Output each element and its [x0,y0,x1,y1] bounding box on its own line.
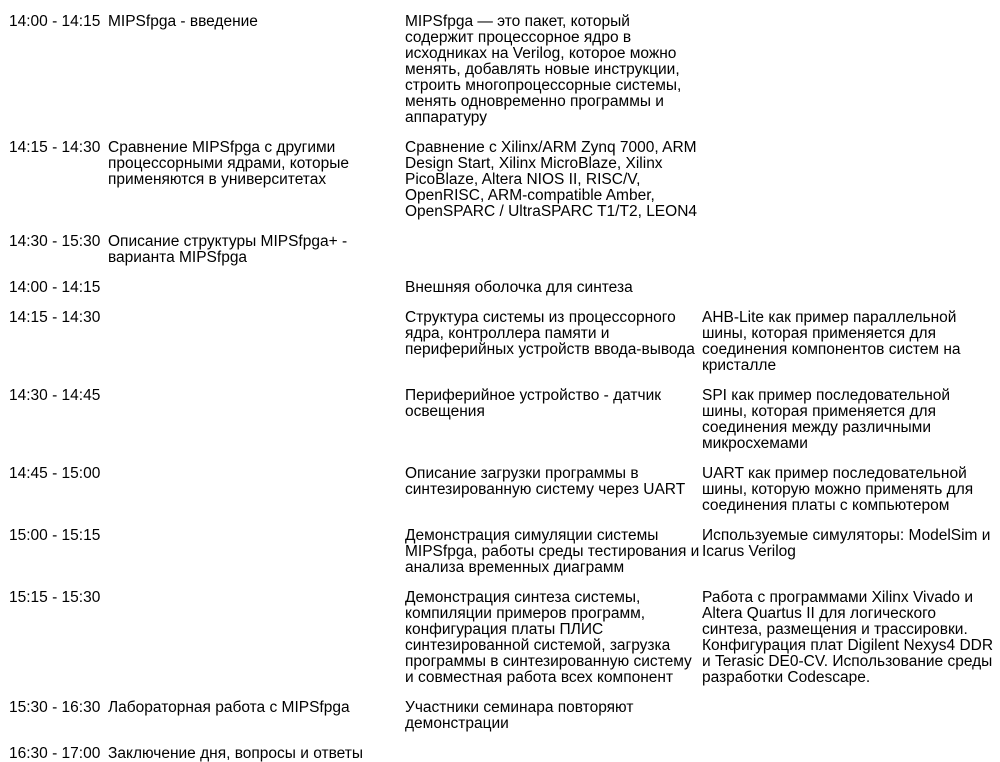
row-time: 15:15 - 15:30 [9,589,101,606]
row-title: Сравнение MIPSfpga с другими процессорными ядрами, которые применяются в университетах [108,139,349,188]
row-note [702,686,999,732]
schedule-row [9,266,999,296]
schedule-table [9,0,999,762]
row-description: Периферийное устройство - датчик освещения [405,387,662,420]
row-description [405,732,702,762]
row-description: Участники семинара повторяют демонстрации [405,699,634,732]
row-title [108,514,405,576]
row-time: 14:30 - 14:45 [9,387,101,404]
row-title: Описание структуры MIPSfpga+ - варианта MIPSfpga [108,233,348,266]
row-time: 14:45 - 15:00 [9,465,101,482]
row-description: Демонстрация синтеза системы, компиляции примеров программ, конфигурация платы ПЛИС синтезированной системой, загрузка программы в синтезированную систему и совместная работа всех компонент [405,589,692,686]
row-time: 14:00 - 14:15 [9,13,101,30]
row-note: AHB-Lite как пример параллельной шины, которая применяется для соединения компонентов систем на кристалле [702,309,961,374]
row-note [702,266,999,296]
row-title: Заключение дня, вопросы и ответы [108,745,363,762]
schedule-row [9,732,999,762]
schedule-row [9,126,999,220]
row-note [702,732,999,762]
row-time: 14:15 - 14:30 [9,139,101,156]
row-note: SPI как пример последовательной шины, которая применяется для соединения между различными микросхемами [702,387,951,452]
row-title: Лабораторная работа с MIPSfpga [108,699,350,716]
row-description: Структура системы из процессорного ядра, контроллера памяти и периферийных устройств ввода-вывода [405,309,695,358]
row-time: 14:00 - 14:15 [9,279,101,296]
schedule-row [9,0,999,126]
row-time: 15:30 - 16:30 [9,699,101,716]
row-description [405,220,702,266]
schedule-row [9,374,999,452]
row-time: 16:30 - 17:00 [9,745,101,762]
row-title [108,266,405,296]
row-title: MIPSfpga - введение [108,13,258,30]
row-title [108,576,405,686]
row-description: MIPSfpga — это пакет, который содержит процессорное ядро в исходниках на Verilog, которое можно менять, добавлять новые инструкции, строить многопроцессорные системы, менять одновременно программы и аппаратуру [405,13,682,126]
schedule-row [9,452,999,514]
schedule-body [9,0,999,762]
schedule-row [9,576,999,686]
row-note: Работа с программами Xilinx Vivado и Altera Quartus II для логического синтеза, размещения и трассировки. Конфигурация плат Digilent Nexys4 DDR и Terasic DE0-CV. Использование среды разработки Codescape. [702,589,994,686]
row-time: 15:00 - 15:15 [9,527,101,544]
row-description: Демонстрация симуляции системы MIPSfpga, работы среды тестирования и анализа временных диаграмм [405,527,700,576]
row-note [702,126,999,220]
row-description: Описание загрузки программы в синтезированную систему через UART [405,465,686,498]
row-note: Используемые симуляторы: ModelSim и Icarus Verilog [702,527,991,560]
schedule-row [9,296,999,374]
row-time: 14:30 - 15:30 [9,233,101,250]
schedule-row [9,686,999,732]
row-note: UART как пример последовательной шины, которую можно применять для соединения платы с компьютером [702,465,974,514]
row-description: Сравнение с Xilinx/ARM Zynq 7000, ARM Design Start, Xilinx MicroBlaze, Xilinx PicoBlaze, Altera NIOS II, RISC/V, OpenRISC, ARM-compatible Amber, OpenSPARC / UltraSPARC T1/T2, LEON4 [405,139,698,220]
row-title [108,296,405,374]
schedule-row [9,514,999,576]
row-note [702,220,999,266]
row-time: 14:15 - 14:30 [9,309,101,326]
schedule-row [9,220,999,266]
row-note [702,0,999,126]
row-description: Внешняя оболочка для синтеза [405,279,633,296]
row-title [108,374,405,452]
row-title [108,452,405,514]
